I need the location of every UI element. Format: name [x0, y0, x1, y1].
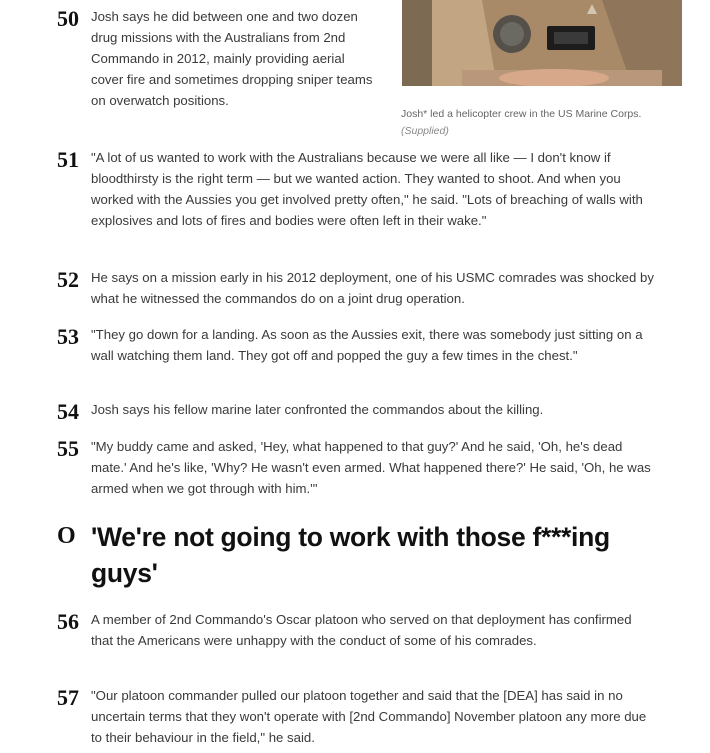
- section-heading: [57, 519, 677, 591]
- photo-caption: [401, 106, 661, 140]
- soldier-photo-illustration: [402, 0, 682, 86]
- caption-text: Josh* led a helicopter crew in the US Marine Corps.: [401, 108, 642, 120]
- paragraph-text: Josh says he did between one and two dozen drug missions with the Australians from 2nd Commando in 2012, mainly providing aerial cover fire and sometimes dropping sniper teams on overwatch positions.: [91, 9, 373, 108]
- paragraph-55: [57, 436, 657, 499]
- paragraph-51: [57, 147, 657, 231]
- paragraph-number: 55: [57, 436, 79, 461]
- paragraph-number: 53: [57, 324, 79, 349]
- section-marker: O: [57, 523, 76, 549]
- section-title: 'We're not going to work with those f***ing guys': [91, 522, 610, 588]
- paragraph-number: 56: [57, 609, 79, 634]
- paragraph-52: [57, 267, 657, 309]
- paragraph-50: [57, 6, 377, 111]
- paragraph-number: 57: [57, 685, 79, 710]
- paragraph-54: [57, 399, 657, 424]
- paragraph-text: "My buddy came and asked, 'Hey, what happened to that guy?' And he said, 'Oh, he's dead mate.' And he's like, 'Why? He wasn't even armed. What happened there?' He said, 'Oh, he was armed when we got through with him.'": [91, 439, 651, 496]
- paragraph-53: [57, 324, 657, 366]
- paragraph-number: 54: [57, 399, 79, 424]
- paragraph-text: "A lot of us wanted to work with the Australians because we were all like — I don't know if bloodthirsty is the right term — but we wanted action. They wanted to shoot. And when you worked with the Aussies you get involved pretty often," he said. "Lots of breaching of walls with explosives and lots of fires and bodies were often left in their wake.": [91, 150, 643, 228]
- paragraph-text: Josh says his fellow marine later confronted the commandos about the killing.: [91, 402, 544, 417]
- paragraph-text: "They go down for a landing. As soon as the Aussies exit, there was somebody just sitting on a wall watching them land. They got off and popped the guy a few times in the chest.": [91, 327, 643, 363]
- caption-credit: (Supplied): [401, 125, 449, 137]
- paragraph-57: [57, 685, 657, 748]
- paragraph-number: 50: [57, 6, 79, 31]
- paragraph-56: [57, 609, 657, 651]
- paragraph-text: "Our platoon commander pulled our platoon together and said that the [DEA] has said in no uncertain terms that they won't operate with [2nd Commando] November platoon any more due to their behaviour in the field," he said.: [91, 688, 647, 745]
- paragraph-number: 51: [57, 147, 79, 172]
- paragraph-text: He says on a mission early in his 2012 deployment, one of his USMC comrades was shocked by what he witnessed the commandos do on a joint drug operation.: [91, 270, 654, 306]
- paragraph-text: A member of 2nd Commando's Oscar platoon who served on that deployment has confirmed that the Americans were unhappy with the conduct of some of his comrades.: [91, 612, 632, 648]
- article-photo: [402, 0, 682, 86]
- paragraph-number: 52: [57, 267, 79, 292]
